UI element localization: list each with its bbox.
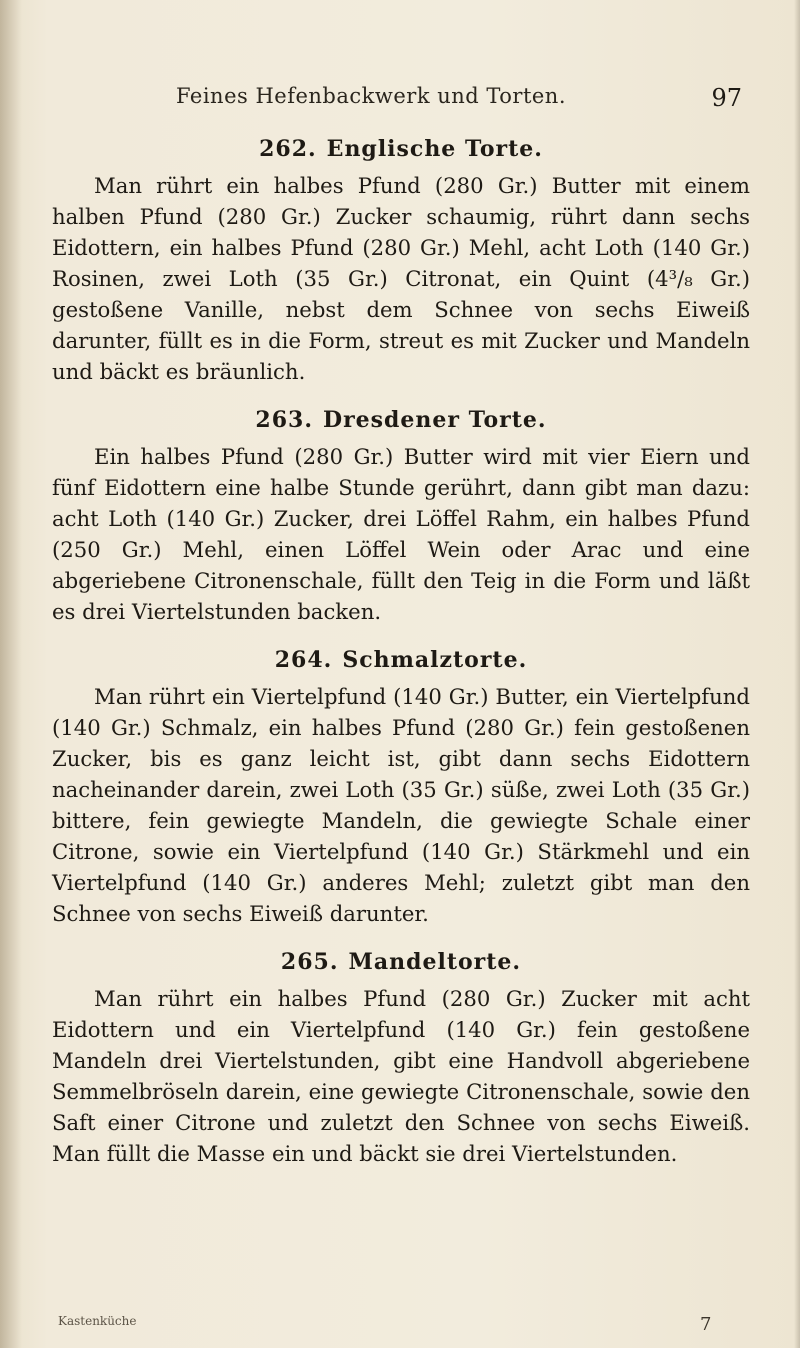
recipe-263 — [52, 405, 750, 627]
page-number: 97 — [711, 84, 742, 112]
page-footer — [58, 1314, 742, 1336]
recipe-262 — [52, 134, 750, 387]
recipe-number: 264. — [274, 647, 333, 673]
page-edge — [794, 0, 800, 1348]
recipe-number: 263. — [255, 407, 313, 433]
running-title: Feines Hefenbackwerk und Torten. — [175, 84, 567, 108]
recipe-265 — [52, 947, 750, 1169]
recipe-title — [52, 645, 750, 675]
recipe-number: 262. — [259, 136, 317, 162]
sheet-number: 7 — [700, 1314, 712, 1335]
running-head — [60, 84, 742, 118]
recipe-text: Ein halbes Pfund (280 Gr.) Butter wird mit vier Eiern und fünf Eidottern eine halbe Stunde gerührt, dann gibt man dazu: acht Loth (140 Gr.) Zucker, drei Löffel Rahm, ein halbes Pfund (250 Gr.) Mehl, einen Löffel Wein oder Arac und eine abgeriebene Citronenschale, füllt den Teig in die Form und läßt es drei Viertelstunden backen. — [52, 444, 750, 624]
recipe-title — [52, 405, 750, 435]
recipe-name: Schmalztorte. — [342, 647, 528, 673]
recipe-title — [52, 134, 750, 164]
recipe-name: Englische Torte. — [326, 136, 543, 162]
recipe-title — [52, 947, 750, 977]
recipe-text: Man rührt ein Viertelpfund (140 Gr.) Butter, ein Viertelpfund (140 Gr.) Schmalz, ein halbes Pfund (280 Gr.) fein gestoßenen Zucker, bis es ganz leicht ist, gibt dann sechs Eidottern nacheinander darein, zwei Loth (35 Gr.) süße, zwei Loth (35 Gr.) bittere, fein gewiegte Mandeln, die gewiegte Schale einer Citrone, sowie ein Viertelpfund (140 Gr.) Stärkmehl und ein Viertelpfund (140 Gr.) anderes Mehl; zuletzt gibt man den Schnee von sechs Eiweiß darunter. — [52, 684, 750, 926]
page-content — [52, 134, 750, 1187]
recipe-text: Man rührt ein halbes Pfund (280 Gr.) Zucker mit acht Eidottern und ein Viertelpfund (140 Gr.) fein gestoßene Mandeln drei Viertelstunden, gibt eine Handvoll abgeriebene Semmelbröseln darein, eine gewiegte Citronenschale, sowie den Saft einer Citrone und zuletzt den Schnee von sechs Eiweiß. Man füllt die Masse ein und bäckt sie drei Viertelstunden. — [52, 986, 750, 1166]
spine-shadow — [0, 0, 22, 1348]
recipe-text: Man rührt ein halbes Pfund (280 Gr.) Butter mit einem halben Pfund (280 Gr.) Zucker schaumig, rührt dann sechs Eidottern, ein halbes Pfund (280 Gr.) Mehl, acht Loth (140 Gr.) Rosinen, zwei Loth (35 Gr.) Citronat, ein Quint (4³/₈ Gr.) gestoßene Vanille, nebst dem Schnee von sechs Eiweiß darunter, füllt es in die Form, streut es mit Zucker und Mandeln und bäckt es bräunlich. — [52, 173, 750, 384]
printer-signature: Kastenküche — [58, 1314, 137, 1328]
recipe-name: Mandeltorte. — [348, 949, 522, 975]
recipe-name: Dresdener Torte. — [322, 407, 547, 433]
recipe-number: 265. — [280, 949, 339, 975]
recipe-264 — [52, 645, 750, 929]
